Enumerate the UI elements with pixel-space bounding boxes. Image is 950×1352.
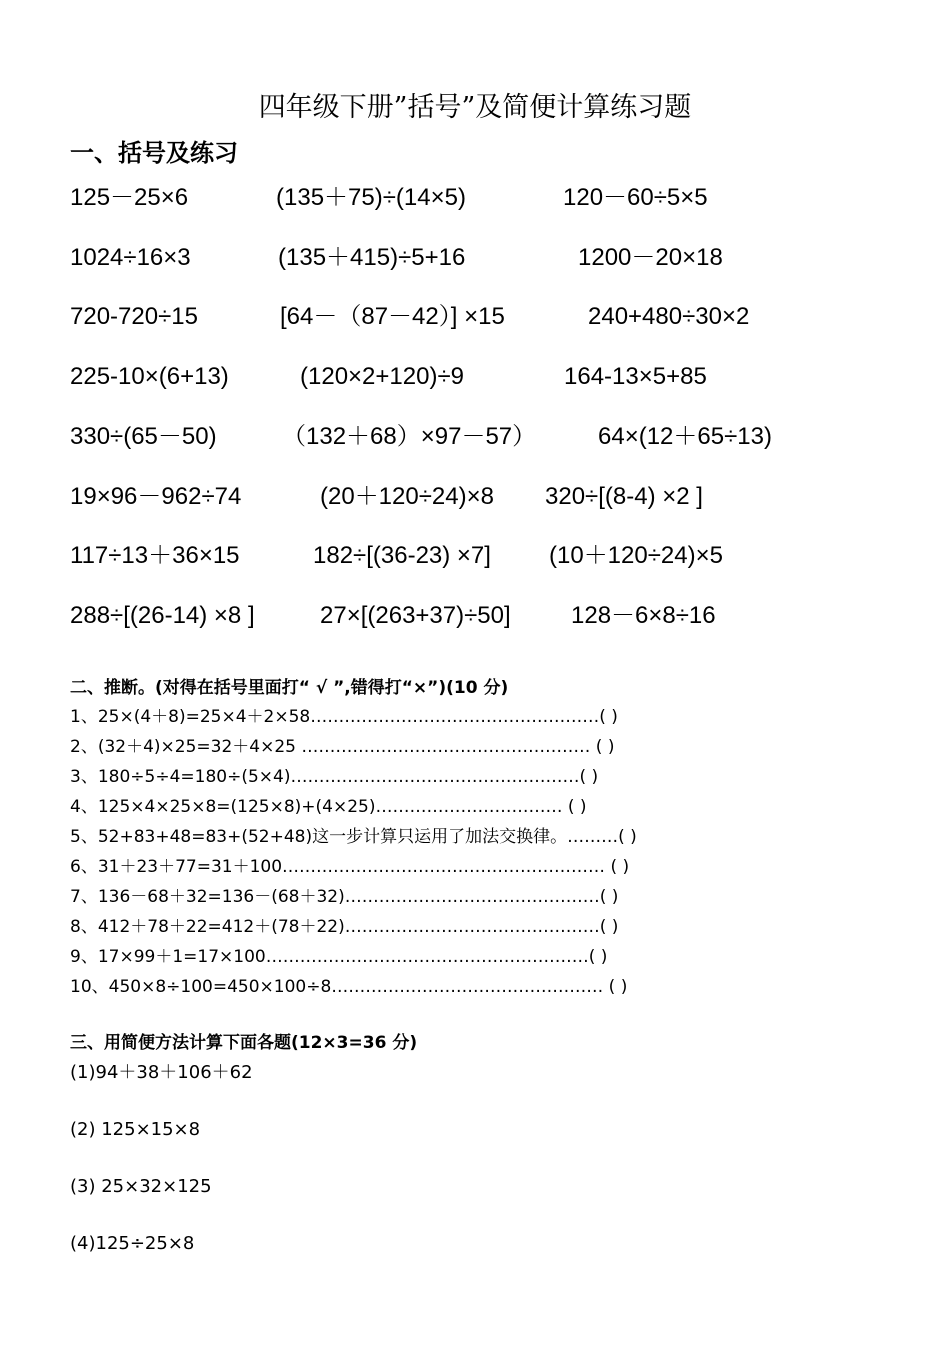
judgement-item: 10、450×8÷100=450×100÷8………………………………………… ( )	[70, 977, 628, 997]
calculation-item: (4)125÷25×8	[70, 1233, 195, 1254]
exercise-expression: 19×96－962÷74	[70, 483, 242, 510]
exercise-expression: 240+480÷30×2	[588, 303, 750, 330]
exercise-expression: 1024÷16×3	[70, 244, 191, 271]
section1-heading: 一、括号及练习	[70, 139, 238, 167]
exercise-expression: 320÷[(8-4) ×2 ]	[545, 483, 703, 510]
judgement-item: 7、136－68＋32=136－(68＋32)………………………………………( )	[70, 887, 619, 907]
section2-heading: 二、推断。(对得在括号里面打“ √ ”,错得打“×”)(10 分)	[70, 678, 509, 698]
page-title: 四年级下册”括号”及简便计算练习题	[258, 92, 692, 123]
exercise-expression: 128－6×8÷16	[571, 602, 716, 629]
exercise-expression: 182÷[(36-23) ×7]	[313, 542, 491, 569]
exercise-expression: (20＋120÷24)×8	[320, 483, 494, 510]
exercise-expression: 27×[(263+37)÷50]	[320, 602, 511, 629]
exercise-expression: 125－25×6	[70, 184, 189, 211]
section3-heading: 三、用简便方法计算下面各题(12×3=36 分)	[70, 1033, 418, 1053]
exercise-expression: 120－60÷5×5	[563, 184, 708, 211]
judgement-item: 1、25×(4＋8)=25×4＋2×58……………………………………………( )	[70, 707, 618, 727]
exercise-expression: 1200－20×18	[578, 244, 723, 271]
exercise-expression: 117÷13＋36×15	[70, 542, 240, 569]
calculation-item: (1)94＋38＋106＋62	[70, 1062, 253, 1083]
exercise-expression: (135＋75)÷(14×5)	[276, 184, 466, 211]
judgement-item: 5、52+83+48=83+(52+48)这一步计算只运用了加法交换律。………( )	[70, 827, 637, 847]
exercise-expression: 720-720÷15	[70, 303, 198, 330]
calculation-item: (3) 25×32×125	[70, 1176, 212, 1197]
exercise-expression: 330÷(65－50)	[70, 423, 217, 450]
calculation-item: (2) 125×15×8	[70, 1119, 201, 1140]
judgement-item: 4、125×4×25×8=(125×8)+(4×25)…………………………… ( )	[70, 797, 587, 817]
exercise-expression: (135＋415)÷5+16	[278, 244, 466, 271]
exercise-expression: [64－（87－42）] ×15	[280, 303, 505, 330]
judgement-item: 3、180÷5÷4=180÷(5×4)……………………………………………( )	[70, 767, 599, 787]
exercise-expression: 64×(12＋65÷13)	[598, 423, 772, 450]
exercise-expression: 288÷[(26-14) ×8 ]	[70, 602, 255, 629]
exercise-expression: (120×2+120)÷9	[300, 363, 464, 390]
exercise-expression: (10＋120÷24)×5	[549, 542, 723, 569]
exercise-expression: 225-10×(6+13)	[70, 363, 229, 390]
judgement-item: 9、17×99＋1=17×100…………………………………………………( )	[70, 947, 608, 967]
judgement-item: 6、31＋23＋77=31＋100………………………………………………… ( )	[70, 857, 630, 877]
judgement-item: 2、(32＋4)×25=32＋4×25 …………………………………………… ( )	[70, 737, 615, 757]
judgement-item: 8、412＋78＋22=412＋(78＋22)………………………………………( )	[70, 917, 619, 937]
exercise-expression: （132＋68）×97－57）	[282, 423, 537, 450]
exercise-expression: 164-13×5+85	[564, 363, 707, 390]
